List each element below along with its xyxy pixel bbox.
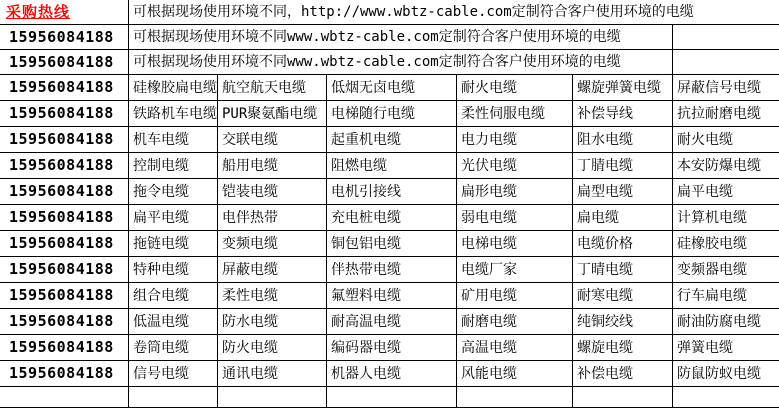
cable-cell: 扁型电缆 xyxy=(573,179,673,205)
cable-cell: 耐高温电缆 xyxy=(327,309,457,335)
cable-cell: 弱电电缆 xyxy=(457,205,573,231)
cable-cell: 交联电缆 xyxy=(218,127,327,153)
banner-row1: 可根据现场使用环境不同，http://www.wbtz-cable.com定制符合客户使用环境的电缆 xyxy=(129,0,779,25)
empty-cell xyxy=(327,387,457,408)
table-row xyxy=(0,231,779,257)
hotline-link[interactable]: 采购热线 xyxy=(6,2,71,21)
cable-cell: 电缆厂家 xyxy=(457,257,573,283)
cable-cell: 阻燃电缆 xyxy=(327,153,457,179)
cable-cell: 编码器电缆 xyxy=(327,335,457,361)
cable-cell: 丁晴电缆 xyxy=(573,257,673,283)
phone-cell: 15956084188 xyxy=(0,153,129,179)
table-row xyxy=(0,25,779,50)
cable-cell: 耐火电缆 xyxy=(457,75,573,101)
phone-cell: 15956084188 xyxy=(0,50,129,75)
phone-cell: 15956084188 xyxy=(0,309,129,335)
phone-cell: 15956084188 xyxy=(0,179,129,205)
cable-cell: 耐磨电缆 xyxy=(457,309,573,335)
cable-cell: 矿用电缆 xyxy=(457,283,573,309)
empty-cell xyxy=(0,387,129,408)
phone-cell: 15956084188 xyxy=(0,25,129,50)
cable-cell: 阻水电缆 xyxy=(573,127,673,153)
cable-cell: 起重机电缆 xyxy=(327,127,457,153)
cable-cell: 耐寒电缆 xyxy=(573,283,673,309)
cable-cell: PUR聚氨酯电缆 xyxy=(218,101,327,127)
cable-cell: 风能电缆 xyxy=(457,361,573,387)
cable-cell: 拖链电缆 xyxy=(129,231,218,257)
cable-cell: 高温电缆 xyxy=(457,335,573,361)
table-row xyxy=(0,50,779,75)
cable-cell: 扁电缆 xyxy=(573,205,673,231)
cable-cell: 控制电缆 xyxy=(129,153,218,179)
cable-cell: 防火电缆 xyxy=(218,335,327,361)
table-row xyxy=(0,205,779,231)
cable-cell: 补偿电缆 xyxy=(573,361,673,387)
cable-cell: 机器人电缆 xyxy=(327,361,457,387)
cable-cell: 充电桩电缆 xyxy=(327,205,457,231)
table-row xyxy=(0,335,779,361)
cable-cell: 扁形电缆 xyxy=(457,179,573,205)
hotline-label-cell xyxy=(0,0,129,25)
cable-cell: 行车扁电缆 xyxy=(673,283,779,309)
empty-cell xyxy=(129,387,218,408)
cable-cell: 光伏电缆 xyxy=(457,153,573,179)
table-row xyxy=(0,361,779,387)
cable-cell: 防水电缆 xyxy=(218,309,327,335)
cable-cell: 电力电缆 xyxy=(457,127,573,153)
phone-cell: 15956084188 xyxy=(0,101,129,127)
cable-cell: 组合电缆 xyxy=(129,283,218,309)
cable-cell: 耐油防腐电缆 xyxy=(673,309,779,335)
table-row xyxy=(0,153,779,179)
phone-cell: 15956084188 xyxy=(0,231,129,257)
cable-cell: 丁腈电缆 xyxy=(573,153,673,179)
empty-cell xyxy=(673,50,779,75)
cable-cell: 航空航天电缆 xyxy=(218,75,327,101)
cable-cell: 拖令电缆 xyxy=(129,179,218,205)
cable-cell: 硅橡胶扁电缆 xyxy=(129,75,218,101)
cable-cell: 螺旋电缆 xyxy=(573,335,673,361)
cable-cell: 船用电缆 xyxy=(218,153,327,179)
table-row xyxy=(0,0,779,25)
cable-cell: 变频器电缆 xyxy=(673,257,779,283)
cable-cell: 通讯电缆 xyxy=(218,361,327,387)
empty-cell xyxy=(673,387,779,408)
cable-cell: 铁路机车电缆 xyxy=(129,101,218,127)
empty-cell xyxy=(457,387,573,408)
cable-cell: 本安防爆电缆 xyxy=(673,153,779,179)
banner-row3: 可根据现场使用环境不同www.wbtz-cable.com定制符合客户使用环境的电缆 xyxy=(129,50,673,75)
table-row xyxy=(0,179,779,205)
empty-cell xyxy=(673,25,779,50)
cable-cell: 伴热带电缆 xyxy=(327,257,457,283)
table-row xyxy=(0,101,779,127)
cable-cell: 电梯随行电缆 xyxy=(327,101,457,127)
cable-cell: 弹簧电缆 xyxy=(673,335,779,361)
cable-cell: 扁平电缆 xyxy=(129,205,218,231)
cable-cell: 变频电缆 xyxy=(218,231,327,257)
cable-cell: 电缆价格 xyxy=(573,231,673,257)
table-row xyxy=(0,387,779,408)
cable-cell: 计算机电缆 xyxy=(673,205,779,231)
cable-cell: 电伴热带 xyxy=(218,205,327,231)
phone-cell: 15956084188 xyxy=(0,205,129,231)
phone-cell: 15956084188 xyxy=(0,335,129,361)
cable-cell: 信号电缆 xyxy=(129,361,218,387)
cable-cell: 电机引接线 xyxy=(327,179,457,205)
cable-cell: 补偿导线 xyxy=(573,101,673,127)
cable-cell: 机车电缆 xyxy=(129,127,218,153)
phone-cell: 15956084188 xyxy=(0,283,129,309)
phone-cell: 15956084188 xyxy=(0,75,129,101)
cable-cell: 卷筒电缆 xyxy=(129,335,218,361)
cable-cell: 硅橡胶电缆 xyxy=(673,231,779,257)
cable-cell: 低温电缆 xyxy=(129,309,218,335)
empty-cell xyxy=(218,387,327,408)
cable-cell: 铠装电缆 xyxy=(218,179,327,205)
cable-cell: 低烟无卤电缆 xyxy=(327,75,457,101)
cable-cell: 柔性伺服电缆 xyxy=(457,101,573,127)
cable-cell: 耐火电缆 xyxy=(673,127,779,153)
cable-cell: 抗拉耐磨电缆 xyxy=(673,101,779,127)
cable-cell: 屏蔽电缆 xyxy=(218,257,327,283)
table-row xyxy=(0,127,779,153)
banner-row2: 可根据现场使用环境不同www.wbtz-cable.com定制符合客户使用环境的电缆 xyxy=(129,25,673,50)
cable-cell: 螺旋弹簧电缆 xyxy=(573,75,673,101)
cable-cell: 防鼠防蚁电缆 xyxy=(673,361,779,387)
table-row xyxy=(0,283,779,309)
cable-cell: 氟塑料电缆 xyxy=(327,283,457,309)
phone-cell: 15956084188 xyxy=(0,361,129,387)
cable-cell: 纯铜绞线 xyxy=(573,309,673,335)
cable-cell: 柔性电缆 xyxy=(218,283,327,309)
cable-cell: 扁平电缆 xyxy=(673,179,779,205)
cable-cell: 电梯电缆 xyxy=(457,231,573,257)
phone-cell: 15956084188 xyxy=(0,257,129,283)
cable-cell: 铜包铝电缆 xyxy=(327,231,457,257)
empty-cell xyxy=(573,387,673,408)
phone-cell: 15956084188 xyxy=(0,127,129,153)
cable-cell: 特种电缆 xyxy=(129,257,218,283)
table-row xyxy=(0,257,779,283)
table-row xyxy=(0,309,779,335)
cable-cell: 屏蔽信号电缆 xyxy=(673,75,779,101)
table-row xyxy=(0,75,779,101)
